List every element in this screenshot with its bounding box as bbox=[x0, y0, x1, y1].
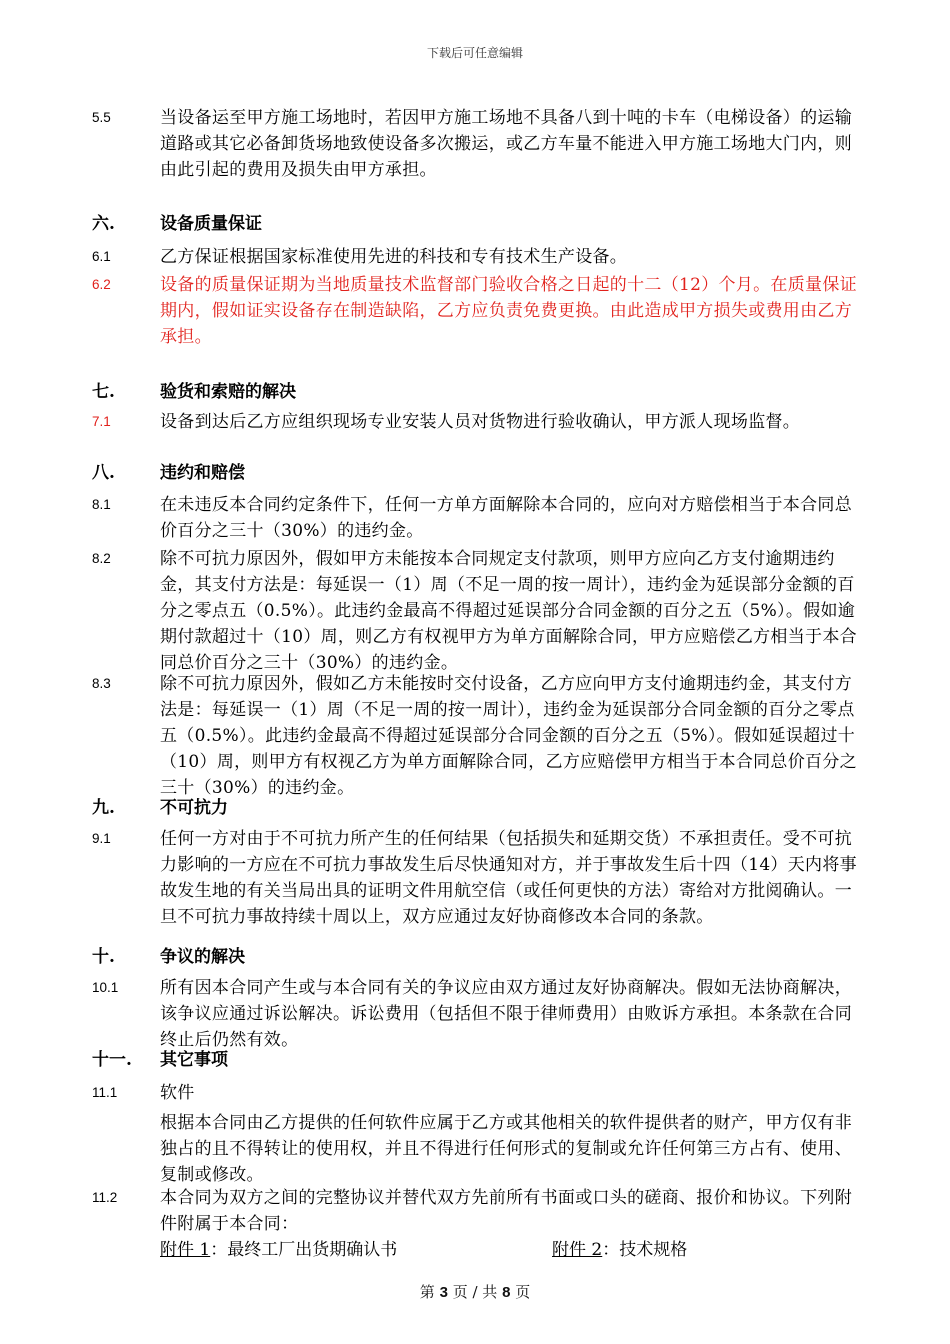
clause-text: 设备到达后乙方应组织现场专业安装人员对货物进行验收确认，甲方派人现场监督。 bbox=[160, 412, 801, 432]
clause-text: 在未违反本合同约定条件下，任何一方单方面解除本合同的，应向对方赔偿相当于本合同总价百分之三十（30%）的违约金。 bbox=[160, 495, 852, 541]
clause-text: 任何一方对由于不可抗力所产生的任何结果（包括损失和延期交货）不承担责任。受不可抗力影响的一方应在不可抗力事故发生后尽快通知对方，并于事故发生后十四（14）天内将事故发生地的有关当局出具的证明文件用航空信（或任何更快的方法）寄给对方批阅确认。一旦不可抗力事故持续十周以上，双方应通过友好协商修改本合同的条款。 bbox=[160, 829, 857, 927]
clause-number: 10.1 bbox=[92, 980, 119, 995]
section-title: 其它事项 bbox=[160, 1050, 228, 1070]
section-number: 八. bbox=[92, 463, 115, 483]
clause-number: 8.1 bbox=[92, 497, 111, 512]
section-title: 设备质量保证 bbox=[160, 214, 262, 234]
clause-text: 当设备运至甲方施工场地时，若因甲方施工场地不具备八到十吨的卡车（电梯设备）的运输道路或其它必备卸货场地致使设备多次搬运，或乙方车量不能进入甲方施工场地大门内，则由此引起的费用及损失由甲方承担。 bbox=[160, 108, 852, 180]
attachment-1 bbox=[160, 1237, 397, 1263]
clause-number: 6.2 bbox=[92, 277, 111, 292]
section-number: 七. bbox=[92, 382, 115, 402]
total-pages: 8 bbox=[502, 1284, 511, 1301]
clause-text: 设备的质量保证期为当地质量技术监督部门验收合格之日起的十二（12）个月。在质量保证期内，假如证实设备存在制造缺陷，乙方应负责免费更换。由此造成甲方损失或费用由乙方承担。 bbox=[160, 275, 857, 347]
clause-text: 除不可抗力原因外，假如乙方未能按时交付设备，乙方应向甲方支付逾期违约金，其支付方法是：每延误一（1）周（不足一周的按一周计），违约金为延误部分合同金额的百分之零点五（0.5%）。此违约金最高不得超过延误部分合同金额的百分之五（5%）。假如延误超过十（10）周，则甲方有权视乙方为单方面解除合同，乙方应赔偿甲方相当于本合同总价百分之三十（30%）的违约金。 bbox=[160, 674, 857, 798]
current-page: 3 bbox=[439, 1284, 448, 1301]
clause-text: 乙方保证根据国家标准使用先进的科技和专有技术生产设备。 bbox=[160, 247, 628, 267]
clause-number: 11.2 bbox=[92, 1190, 118, 1205]
section-title: 不可抗力 bbox=[160, 798, 228, 818]
clause-number: 7.1 bbox=[92, 414, 111, 429]
attachment-2 bbox=[552, 1237, 687, 1263]
section-number: 十一. bbox=[92, 1050, 132, 1070]
page-footer bbox=[0, 1281, 950, 1302]
footer-pre: 第 bbox=[419, 1283, 435, 1301]
attachment-label: 附件 1 bbox=[160, 1240, 211, 1260]
section-number: 十. bbox=[92, 947, 115, 967]
attachment-desc: ：技术规格 bbox=[602, 1240, 688, 1260]
clause-text: 除不可抗力原因外，假如甲方未能按本合同规定支付款项，则甲方应向乙方支付逾期违约金，其支付方法是：每延误一（1）周（不足一周的按一周计），违约金为延误部分金额的百分之零点五（0.5%）。此违约金最高不得超过延误部分合同金额的百分之五（5%）。假如逾期付款超过十（10）周，则乙方有权视甲方为单方面解除合同，甲方应赔偿乙方相当于本合同总价百分之三十（30%）的违约金。 bbox=[160, 549, 857, 673]
clause-number: 11.1 bbox=[92, 1085, 118, 1100]
section-number: 九. bbox=[92, 798, 115, 818]
clause-title: 软件 bbox=[160, 1083, 195, 1103]
clause-number: 8.2 bbox=[92, 551, 111, 566]
attachment-desc: ：最终工厂出货期确认书 bbox=[210, 1240, 398, 1260]
clause-text: 根据本合同由乙方提供的任何软件应属于乙方或其他相关的软件提供者的财产，甲方仅有非独占的且不得转让的使用权，并且不得进行任何形式的复制或允许任何第三方占有、使用、复制或修改。 bbox=[160, 1113, 852, 1185]
section-title: 违约和赔偿 bbox=[160, 463, 245, 483]
attachment-label: 附件 2 bbox=[552, 1240, 603, 1260]
clause-number: 6.1 bbox=[92, 249, 111, 264]
clause-number: 5.5 bbox=[92, 110, 111, 125]
footer-mid: 页 / 共 bbox=[452, 1283, 498, 1301]
section-title: 验货和索赔的解决 bbox=[160, 382, 296, 402]
clause-text: 本合同为双方之间的完整协议并替代双方先前所有书面或口头的磋商、报价和协议。下列附件附属于本合同： bbox=[160, 1188, 852, 1234]
footer-post: 页 bbox=[515, 1283, 531, 1301]
clause-text: 所有因本合同产生或与本合同有关的争议应由双方通过友好协商解决。假如无法协商解决，该争议应通过诉讼解决。诉讼费用（包括但不限于律师费用）由败诉方承担。本条款在合同终止后仍然有效。 bbox=[160, 978, 852, 1050]
section-number: 六. bbox=[92, 214, 115, 234]
clause-number: 8.3 bbox=[92, 676, 111, 691]
section-title: 争议的解决 bbox=[160, 947, 245, 967]
clause-number: 9.1 bbox=[92, 831, 111, 846]
page-header: 下载后可任意编辑 bbox=[426, 46, 523, 60]
